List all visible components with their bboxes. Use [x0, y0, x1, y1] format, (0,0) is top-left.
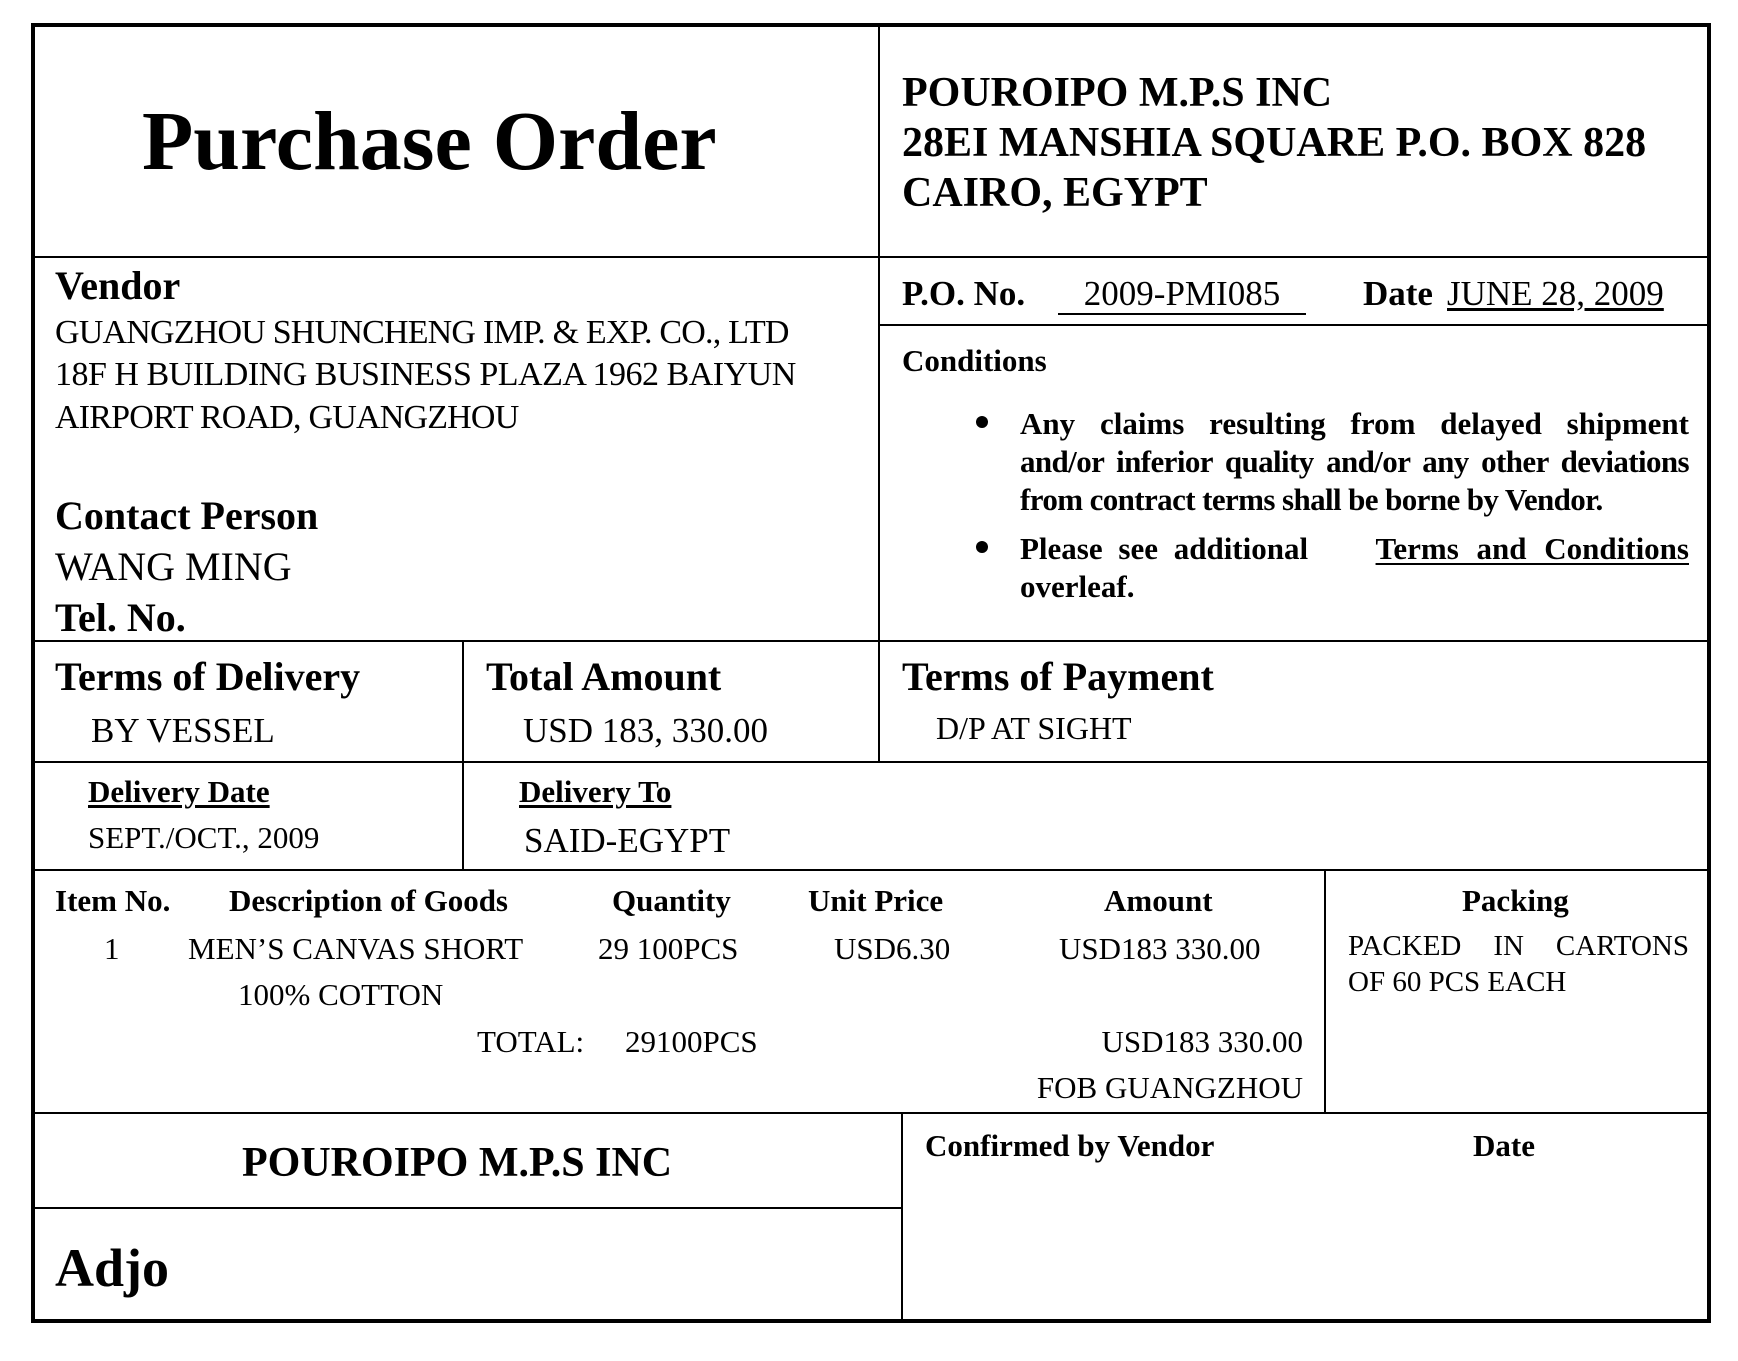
divider-po-conditions [879, 324, 1709, 326]
divider-header-bottom [33, 256, 1709, 258]
confirmed-by-vendor-label: Confirmed by Vendor [925, 1128, 1215, 1163]
po-no-text: 2009-PMI085 [1083, 274, 1281, 313]
goods-incoterm: FOB GUANGZHOU [1036, 1070, 1303, 1105]
condition-2-suffix: overleaf. [1020, 569, 1135, 604]
row-description-line2: 100% COTTON [238, 977, 444, 1012]
divider-delivery-bottom [33, 869, 1709, 871]
divider-terms-bottom [33, 761, 1709, 763]
contact-person-label: Contact Person [55, 493, 319, 538]
terms-of-delivery-value: BY VESSEL [91, 711, 275, 750]
header-packing: Packing [1462, 883, 1569, 918]
goods-total-amount: USD183 330.00 [1101, 1024, 1303, 1059]
divider-footer-company [33, 1207, 902, 1209]
header-item-no: Item No. [55, 883, 171, 918]
divider-header-vertical [878, 25, 880, 640]
divider-vendor-bottom [33, 640, 1709, 642]
row-quantity: 29 100PCS [598, 931, 739, 966]
divider-footer [901, 1113, 903, 1320]
terms-of-delivery-label: Terms of Delivery [55, 654, 361, 699]
vendor-label: Vendor [55, 263, 181, 308]
divider-goods-bottom [33, 1112, 1709, 1114]
vendor-address-line2: AIRPORT ROAD, GUANGZHOU [55, 399, 519, 436]
vendor-address-line1: 18F H BUILDING BUSINESS PLAZA 1962 BAIYUN [55, 356, 796, 393]
po-date-label: Date [1363, 274, 1433, 313]
packing-line2: OF 60 PCS EACH [1348, 966, 1567, 998]
header-quantity: Quantity [612, 883, 731, 918]
condition-1-line2: and/or inferior quality and/or any other deviations [1020, 444, 1689, 479]
footer-date-label: Date [1473, 1128, 1535, 1163]
bullet-icon [976, 541, 988, 553]
delivery-to-label: Delivery To [519, 774, 672, 809]
delivery-date-label: Delivery Date [88, 774, 270, 809]
po-no-label: P.O. No. [902, 274, 1026, 313]
buyer-address-line1: 28EI MANSHIA SQUARE P.O. BOX 828 [902, 120, 1647, 166]
signature: Adjo [55, 1238, 170, 1298]
row-amount: USD183 330.00 [1059, 931, 1261, 966]
delivery-to-value: SAID-EGYPT [524, 821, 731, 860]
condition-2-prefix: Please see additional [1020, 531, 1309, 566]
contact-person-value: WANG MING [55, 544, 292, 589]
po-no-value [1058, 276, 1306, 315]
divider-terms-left [462, 641, 464, 870]
buyer-address-line2: CAIRO, EGYPT [902, 170, 1208, 216]
goods-total-quantity: 29100PCS [625, 1024, 758, 1059]
terms-and-conditions-link[interactable]: Terms and Conditions [1375, 531, 1689, 566]
buyer-name: POUROIPO M.P.S INC [902, 70, 1333, 116]
terms-of-payment-value: D/P AT SIGHT [936, 710, 1132, 746]
condition-1-line1: Any claims resulting from delayed shipment [1020, 406, 1689, 441]
bullet-icon [976, 416, 988, 428]
conditions-label: Conditions [902, 343, 1047, 378]
total-amount-label: Total Amount [486, 654, 722, 699]
terms-of-payment-label: Terms of Payment [902, 654, 1214, 699]
packing-line1: PACKED IN CARTONS [1348, 930, 1689, 962]
tel-label: Tel. No. [55, 595, 186, 640]
condition-1-line3: from contract terms shall be borne by Vendor. [1020, 482, 1603, 517]
header-unit-price: Unit Price [808, 883, 944, 918]
header-amount: Amount [1104, 883, 1213, 918]
vendor-name: GUANGZHOU SHUNCHENG IMP. & EXP. CO., LTD [55, 314, 789, 351]
row-item-no: 1 [104, 931, 120, 966]
delivery-date-value: SEPT./OCT., 2009 [88, 820, 320, 855]
divider-terms-right [878, 641, 880, 762]
row-unit-price: USD6.30 [834, 931, 951, 966]
goods-total-label: TOTAL: [477, 1024, 585, 1059]
divider-packing [1324, 870, 1326, 1113]
total-amount-value: USD 183, 330.00 [523, 711, 769, 750]
row-description: MEN’S CANVAS SHORT [188, 931, 524, 966]
page-title: Purchase Order [142, 95, 717, 188]
po-date-value: JUNE 28, 2009 [1447, 274, 1664, 313]
footer-company-name: POUROIPO M.P.S INC [242, 1140, 673, 1186]
header-description: Description of Goods [229, 883, 508, 918]
